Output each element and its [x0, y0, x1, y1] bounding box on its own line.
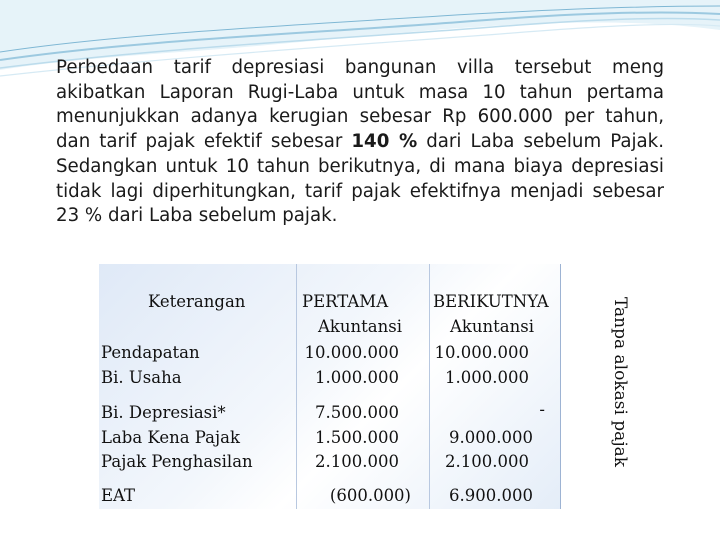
paragraph-bold-rate: 140 %: [351, 131, 418, 153]
header-berikutnya: BERIKUTNYA: [433, 292, 549, 311]
paragraph-text-1: Perbedaan tarif depresiasi bangunan villa tersebut meng akibatkan Laporan Rugi-Laba untuk masa 10 tahun pertama menunjukkan adanya kerugian sebesar Rp 600.000 per tahun, dan tarif pajak efektif sebesar: [56, 57, 664, 153]
side-label-box: [600, 282, 640, 482]
row-value-berikutnya: 6.900.000: [449, 486, 533, 505]
comparison-table: [99, 264, 561, 509]
header-pertama-sub: Akuntansi: [318, 317, 403, 336]
row-value-berikutnya: 10.000.000: [434, 343, 529, 362]
row-label: Bi. Depresiasi*: [101, 403, 226, 422]
row-value-pertama: 1.500.000: [315, 428, 399, 447]
row-label: Bi. Usaha: [101, 368, 182, 387]
row-value-pertama: (600.000): [329, 486, 411, 505]
row-label: Pajak Penghasilan: [101, 452, 253, 471]
header-keterangan: Keterangan: [148, 292, 246, 311]
row-value-berikutnya: -: [539, 400, 545, 419]
row-value-pertama: 1.000.000: [315, 368, 399, 387]
row-value-berikutnya: 1.000.000: [445, 368, 529, 387]
header-pertama: PERTAMA: [302, 292, 389, 311]
row-label: Laba Kena Pajak: [101, 428, 240, 447]
explanation-paragraph: [56, 56, 664, 229]
side-label: Tanpa alokasi pajak: [610, 296, 630, 468]
paragraph-text-2: dari Laba sebelum Pajak. Sedangkan untuk 10 tahun berikutnya, di mana biaya depresiasi tidak lagi diperhitungkan, tarif pajak efektifnya menjadi sebesar 23 % dari Laba sebelum pajak.: [56, 131, 664, 227]
row-value-berikutnya: 9.000.000: [449, 428, 533, 447]
header-berikutnya-sub: Akuntansi: [450, 317, 535, 336]
row-value-berikutnya: 2.100.000: [445, 452, 529, 471]
row-value-pertama: 7.500.000: [315, 403, 399, 422]
row-value-pertama: 10.000.000: [304, 343, 399, 362]
row-value-pertama: 2.100.000: [315, 452, 399, 471]
row-label: Pendapatan: [101, 343, 200, 362]
row-label: EAT: [101, 486, 136, 505]
